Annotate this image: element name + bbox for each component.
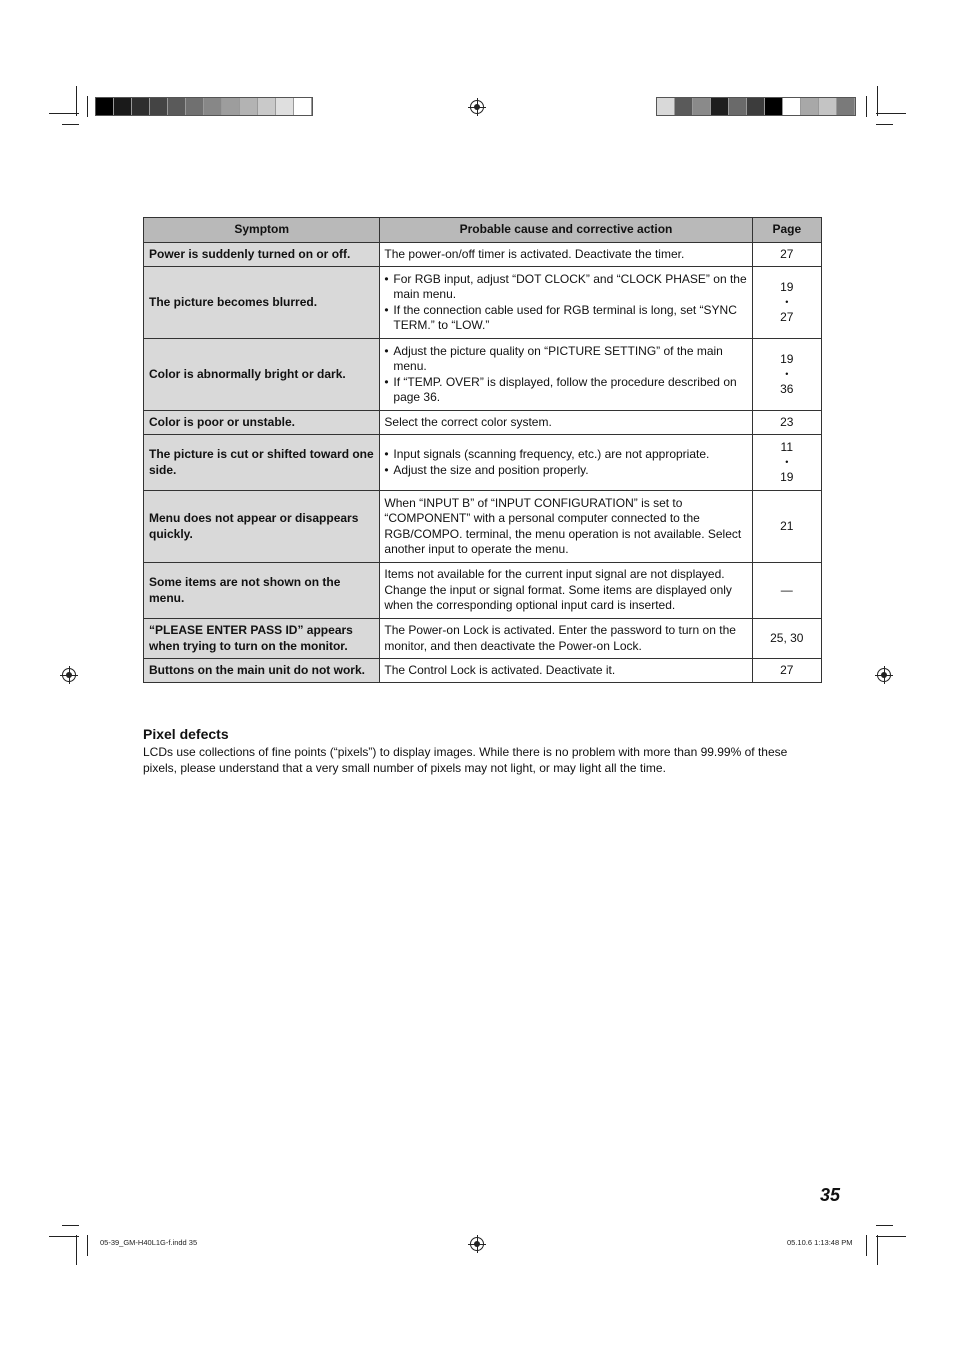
- color-bar-left: [95, 97, 313, 116]
- symptom-cell: The picture is cut or shifted toward one side.: [144, 435, 380, 491]
- action-list: [384, 344, 747, 406]
- symptom-cell: Some items are not shown on the menu.: [144, 563, 380, 619]
- page-cell: [752, 491, 821, 563]
- crop-mark: [87, 96, 88, 117]
- crop-mark: [49, 113, 79, 114]
- crop-mark: [62, 1225, 79, 1226]
- page-ref: 36: [780, 382, 794, 396]
- color-swatch: [675, 98, 693, 115]
- footer-file: 05-39_GM-H40L1G-f.indd 35: [100, 1238, 198, 1247]
- crop-mark: [876, 124, 893, 125]
- action-cell: The power-on/off timer is activated. Deactivate the timer.: [380, 243, 752, 267]
- symptom-cell: Power is suddenly turned on or off.: [144, 243, 380, 267]
- action-cell: When “INPUT B” of “INPUT CONFIGURATION” is set to “COMPONENT” with a personal computer connected to the RGB/COMPO. terminal, the menu operation is not available. Select another input to operate the menu.: [380, 491, 752, 563]
- troubleshooting-table: [143, 217, 822, 683]
- color-swatch: [729, 98, 747, 115]
- table-row: [144, 435, 822, 491]
- page-ref: 11: [780, 439, 794, 454]
- color-swatch: [114, 98, 132, 115]
- page-ref: 27: [780, 246, 794, 261]
- page-separator: •: [785, 369, 789, 379]
- page-ref: 19: [780, 351, 794, 366]
- action-cell: [380, 339, 752, 411]
- registration-mark-icon: [470, 1237, 484, 1251]
- table-body: [144, 243, 822, 683]
- section-title: Pixel defects: [143, 726, 229, 742]
- crop-mark: [49, 1236, 79, 1237]
- action-cell: [380, 267, 752, 339]
- action-list: [384, 272, 747, 334]
- crop-mark: [76, 1235, 77, 1265]
- header-symptom: Symptom: [144, 218, 380, 243]
- table-header-row: [144, 218, 822, 243]
- page-ref: 25, 30: [770, 630, 804, 645]
- action-list-item: • Adjust the size and position properly.: [384, 463, 747, 479]
- page-cell: [752, 435, 821, 491]
- action-cell: Items not available for the current input signal are not displayed. Change the input or signal format. Some items are displayed only when the corresponding optional input card is inserted.: [380, 563, 752, 619]
- symptom-cell: Color is abnormally bright or dark.: [144, 339, 380, 411]
- page-ref: 27: [780, 310, 794, 324]
- color-swatch: [150, 98, 168, 115]
- action-list: [384, 447, 747, 478]
- action-cell: The Power-on Lock is activated. Enter the password to turn on the monitor, and then deactivate the Power-on Lock.: [380, 619, 752, 659]
- color-swatch: [711, 98, 729, 115]
- page-separator: •: [785, 297, 789, 307]
- registration-mark-icon: [877, 668, 891, 682]
- action-list-item: • For RGB input, adjust “DOT CLOCK” and “CLOCK PHASE” on the main menu.: [384, 272, 747, 303]
- color-swatch: [801, 98, 819, 115]
- table-row: [144, 563, 822, 619]
- crop-mark: [877, 86, 878, 116]
- symptom-cell: Menu does not appear or disappears quickly.: [144, 491, 380, 563]
- page-ref: 27: [780, 662, 794, 677]
- action-list-item: • Adjust the picture quality on “PICTURE SETTING” of the main menu.: [384, 344, 747, 375]
- action-cell: The Control Lock is activated. Deactivate it.: [380, 659, 752, 683]
- color-swatch: [276, 98, 294, 115]
- crop-mark: [866, 96, 867, 117]
- page-number: 35: [820, 1185, 841, 1205]
- color-swatch: [222, 98, 240, 115]
- registration-mark-icon: [470, 100, 484, 114]
- color-swatch: [186, 98, 204, 115]
- page-ref: 23: [780, 414, 794, 429]
- page-cell: [752, 243, 821, 267]
- table-row: [144, 267, 822, 339]
- page-cell: [752, 267, 821, 339]
- color-swatch: [783, 98, 801, 115]
- color-swatch: [132, 98, 150, 115]
- page-ref: 19: [780, 279, 794, 294]
- symptom-cell: The picture becomes blurred.: [144, 267, 380, 339]
- table-row: [144, 411, 822, 435]
- color-swatch: [657, 98, 675, 115]
- color-swatch: [819, 98, 837, 115]
- footer-timestamp: 05.10.6 1:13:48 PM: [787, 1238, 853, 1247]
- color-swatch: [240, 98, 258, 115]
- table-row: [144, 339, 822, 411]
- color-swatch: [168, 98, 186, 115]
- section-body: LCDs use collections of fine points (“pixels”) to display images. While there is no problem with more than 99.99% of these pixels, please understand that a very small number of pixels may not light, or may light all the time.: [143, 745, 788, 775]
- color-swatch: [294, 98, 312, 115]
- page-separator: •: [785, 457, 789, 467]
- page-cell: [752, 563, 821, 619]
- crop-mark: [866, 1235, 867, 1256]
- header-action: Probable cause and corrective action: [380, 218, 752, 243]
- crop-mark: [76, 86, 77, 116]
- symptom-cell: Color is poor or unstable.: [144, 411, 380, 435]
- color-bar-right: [656, 97, 856, 116]
- crop-mark: [876, 1236, 906, 1237]
- action-cell: Select the correct color system.: [380, 411, 752, 435]
- header-page: Page: [752, 218, 821, 243]
- crop-mark: [62, 124, 79, 125]
- color-swatch: [747, 98, 765, 115]
- color-swatch: [204, 98, 222, 115]
- crop-mark: [876, 1225, 893, 1226]
- registration-mark-icon: [62, 668, 76, 682]
- page-ref: 19: [780, 470, 794, 484]
- page-ref: 21: [780, 518, 794, 533]
- action-list-item: • Input signals (scanning frequency, etc.) are not appropriate.: [384, 447, 747, 463]
- page-cell: [752, 659, 821, 683]
- page-cell: [752, 411, 821, 435]
- table-row: [144, 243, 822, 267]
- color-swatch: [765, 98, 783, 115]
- table-row: [144, 659, 822, 683]
- crop-mark: [87, 1235, 88, 1256]
- page-cell: [752, 339, 821, 411]
- symptom-cell: Buttons on the main unit do not work.: [144, 659, 380, 683]
- action-cell: [380, 435, 752, 491]
- action-list-item: • If “TEMP. OVER” is displayed, follow the procedure described on page 36.: [384, 375, 747, 406]
- color-swatch: [693, 98, 711, 115]
- color-swatch: [258, 98, 276, 115]
- crop-mark: [876, 113, 906, 114]
- color-swatch: [837, 98, 855, 115]
- color-swatch: [96, 98, 114, 115]
- table-row: [144, 491, 822, 563]
- page-cell: [752, 619, 821, 659]
- symptom-cell: “PLEASE ENTER PASS ID” appears when trying to turn on the monitor.: [144, 619, 380, 659]
- crop-mark: [877, 1235, 878, 1265]
- table-row: [144, 619, 822, 659]
- page-ref: —: [780, 582, 793, 597]
- action-list-item: • If the connection cable used for RGB terminal is long, set “SYNC TERM.” to “LOW.”: [384, 303, 747, 334]
